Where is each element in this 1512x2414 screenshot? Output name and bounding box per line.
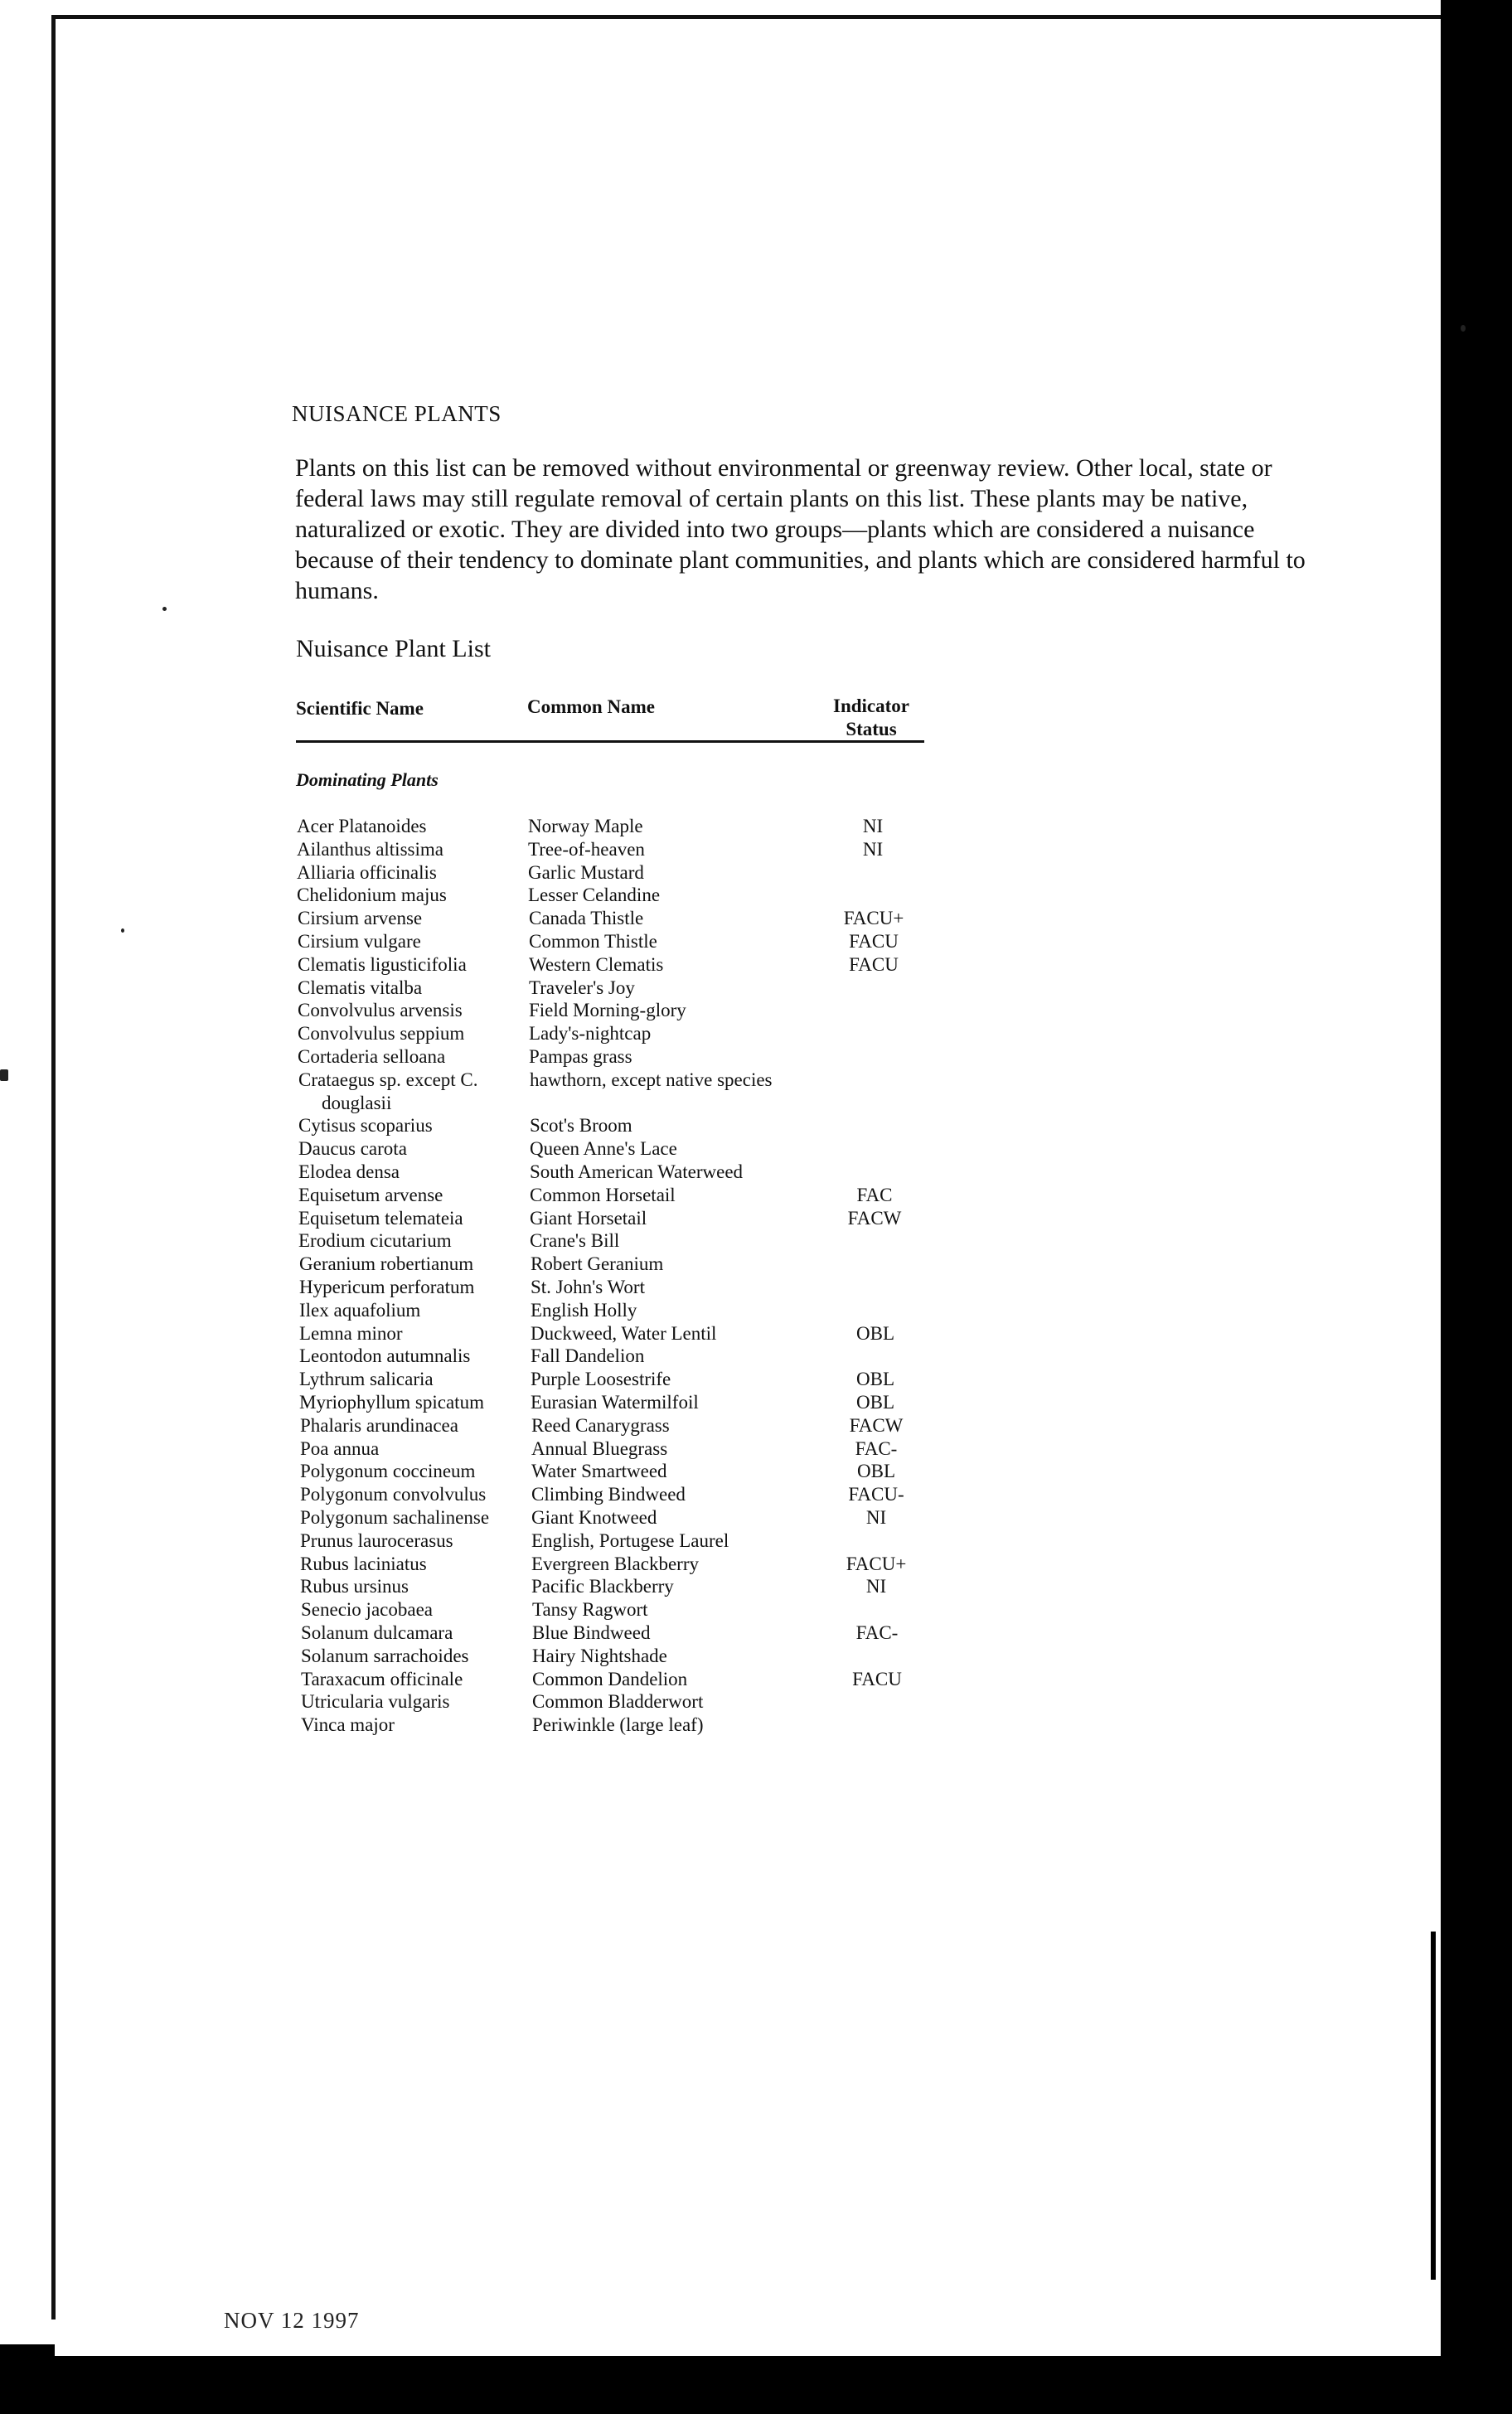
scan-speck	[1461, 325, 1466, 332]
plant-common-name: Traveler's Joy	[529, 977, 635, 998]
plant-scientific-name: Myriophyllum spicatum	[299, 1392, 484, 1413]
plant-common-name: Robert Geranium	[531, 1253, 664, 1274]
plant-indicator-status: FACU+	[846, 1554, 907, 1574]
plant-indicator-status: NI	[865, 1507, 887, 1528]
plant-scientific-name: Clematis vitalba	[298, 977, 423, 998]
plant-common-name: Lesser Celandine	[528, 885, 661, 905]
plant-scientific-name: Geranium robertianum	[299, 1253, 474, 1274]
plant-indicator-status: FACW	[849, 1415, 904, 1436]
plant-scientific-name: Convolvulus seppium	[298, 1023, 465, 1044]
plant-indicator-status: OBL	[857, 1461, 895, 1481]
column-header-scientific: Scientific Name	[296, 698, 424, 719]
plant-indicator-status: FACU	[852, 1669, 902, 1689]
plant-scientific-name: Leontodon autumnalis	[299, 1345, 471, 1366]
plant-scientific-name: Rubus laciniatus	[300, 1554, 427, 1574]
scan-speck	[162, 607, 167, 611]
plant-common-name: Duckweed, Water Lentil	[531, 1323, 717, 1344]
plant-common-name: Blue Bindweed	[532, 1622, 651, 1643]
plant-indicator-status: FACU	[849, 954, 899, 975]
group-title: Dominating Plants	[296, 769, 439, 790]
plant-common-name: English, Portugese Laurel	[531, 1530, 729, 1551]
plant-common-name: Eurasian Watermilfoil	[531, 1392, 699, 1413]
plant-scientific-name: Poa annua	[300, 1438, 380, 1459]
plant-common-name: Purple Loosestrife	[531, 1369, 671, 1389]
plant-scientific-name: Cortaderia selloana	[298, 1046, 446, 1067]
plant-scientific-name: Utricularia vulgaris	[301, 1691, 450, 1712]
plant-common-name: Climbing Bindweed	[531, 1484, 686, 1505]
scan-edge-right	[1441, 0, 1512, 2414]
plant-common-name: Annual Bluegrass	[531, 1438, 668, 1459]
plant-scientific-name: Acer Platanoides	[297, 816, 427, 836]
plant-common-name: Tansy Ragwort	[532, 1599, 648, 1620]
plant-common-name: Common Thistle	[529, 931, 657, 952]
plant-scientific-name: Rubus ursinus	[300, 1576, 409, 1597]
plant-indicator-status: FACW	[847, 1208, 902, 1229]
plant-common-name: St. John's Wort	[531, 1277, 645, 1297]
plant-scientific-name: Alliaria officinalis	[297, 862, 437, 883]
plant-indicator-status: NI	[865, 1576, 887, 1597]
plant-scientific-name: Elodea densa	[298, 1161, 400, 1182]
date-stamp: NOV 12 1997	[224, 2308, 360, 2333]
plant-common-name: Water Smartweed	[531, 1461, 667, 1481]
plant-common-name: Fall Dandelion	[531, 1345, 645, 1366]
plant-indicator-status: FAC-	[855, 1438, 898, 1459]
plant-common-name: South American Waterweed	[530, 1161, 744, 1182]
plant-scientific-name: Cytisus scoparius	[298, 1115, 433, 1136]
plant-common-name: Field Morning-glory	[529, 1000, 686, 1020]
plant-common-name: Tree-of-heaven	[528, 839, 645, 860]
plant-common-name: Common Dandelion	[532, 1669, 688, 1689]
plant-common-name: Canada Thistle	[529, 908, 644, 928]
plant-common-name: Garlic Mustard	[528, 862, 644, 883]
plant-scientific-name: Prunus laurocerasus	[300, 1530, 453, 1551]
plant-scientific-name: Ailanthus altissima	[297, 839, 443, 860]
plant-scientific-name: Hypericum perforatum	[299, 1277, 475, 1297]
plant-scientific-name: Crataegus sp. except C.	[298, 1069, 478, 1090]
plant-scientific-name: Polygonum coccineum	[300, 1461, 476, 1481]
column-header-indicator-line2: Status	[846, 719, 897, 739]
plant-indicator-status: NI	[862, 839, 884, 860]
plant-common-name: Hairy Nightshade	[532, 1646, 667, 1666]
plant-scientific-name: Convolvulus arvensis	[298, 1000, 463, 1020]
scan-border-left	[51, 15, 56, 2319]
plant-scientific-name: Ilex aquafolium	[299, 1300, 421, 1321]
plant-scientific-name: Daucus carota	[298, 1138, 407, 1159]
plant-scientific-name: Solanum sarrachoides	[301, 1646, 469, 1666]
plant-common-name: Queen Anne's Lace	[530, 1138, 677, 1159]
intro-paragraph: Plants on this list can be removed without environmental or greenway review. Other local, state or federal laws may still regulate removal of certain plants on this list. These plants may be native, naturalized or exotic. They are divided into two groups—plants which are considered a nuisance because of their tendency to dominate plant communities, and plants which are considered harmful to humans.	[295, 454, 1306, 604]
plant-common-name: Lady's-nightcap	[529, 1023, 652, 1044]
plant-scientific-name: Equisetum telemateia	[298, 1208, 463, 1229]
plant-common-name: English Holly	[531, 1300, 637, 1321]
plant-common-name: Common Horsetail	[530, 1185, 676, 1205]
plant-scientific-name: Solanum dulcamara	[301, 1622, 453, 1643]
plant-common-name: hawthorn, except native species	[530, 1069, 773, 1090]
plant-scientific-name: Phalaris arundinacea	[300, 1415, 458, 1436]
plant-common-name: Periwinkle (large leaf)	[532, 1714, 704, 1735]
header-rule	[296, 740, 924, 743]
plant-indicator-status: FACU	[849, 931, 899, 952]
plant-scientific-name: Lythrum salicaria	[299, 1369, 434, 1389]
scan-mark-right	[1431, 1932, 1436, 2280]
plant-scientific-name: Clematis ligusticifolia	[298, 954, 467, 975]
plant-scientific-name: Vinca major	[301, 1714, 395, 1735]
plant-scientific-name: Lemna minor	[299, 1323, 403, 1344]
plant-scientific-name: Erodium cicutarium	[298, 1230, 452, 1251]
plant-scientific-name: Chelidonium majus	[297, 885, 447, 905]
plant-common-name: Evergreen Blackberry	[531, 1554, 700, 1574]
column-header-indicator-line1: Indicator	[833, 696, 909, 716]
plant-scientific-name: Polygonum sachalinense	[300, 1507, 490, 1528]
scan-edge-bottom-gap	[55, 2344, 1441, 2356]
plant-scientific-name: Senecio jacobaea	[301, 1599, 433, 1620]
plant-common-name: Common Bladderwort	[532, 1691, 704, 1712]
plant-indicator-status: NI	[862, 816, 884, 836]
plant-common-name: Western Clematis	[529, 954, 664, 975]
column-header-indicator	[824, 695, 918, 741]
plant-common-name: Pampas grass	[529, 1046, 632, 1067]
page-heading: NUISANCE PLANTS	[292, 401, 502, 426]
plant-indicator-status: OBL	[856, 1323, 894, 1344]
scan-speck	[0, 1069, 8, 1081]
plant-common-name: Reed Canarygrass	[531, 1415, 670, 1436]
plant-common-name: Crane's Bill	[530, 1230, 620, 1251]
plant-scientific-name: Taraxacum officinale	[301, 1669, 463, 1689]
plant-indicator-status: FAC	[856, 1185, 893, 1205]
plant-scientific-name: Cirsium vulgare	[298, 931, 421, 952]
scan-speck	[121, 928, 124, 933]
plant-indicator-status: FACU+	[843, 908, 904, 928]
plant-indicator-status: OBL	[856, 1392, 894, 1413]
plant-indicator-status: OBL	[856, 1369, 894, 1389]
scan-border-top	[51, 15, 1441, 19]
plant-common-name: Norway Maple	[528, 816, 643, 836]
plant-indicator-status: FAC-	[855, 1622, 899, 1643]
plant-common-name: Giant Horsetail	[530, 1208, 647, 1229]
plant-common-name: Giant Knotweed	[531, 1507, 657, 1528]
column-header-common: Common Name	[527, 696, 655, 717]
plant-indicator-status: FACU-	[848, 1484, 904, 1505]
plant-scientific-name-continued: douglasii	[322, 1093, 392, 1113]
plant-common-name: Scot's Broom	[530, 1115, 632, 1136]
plant-scientific-name: Polygonum convolvulus	[300, 1484, 487, 1505]
plant-common-name: Pacific Blackberry	[531, 1576, 674, 1597]
plant-scientific-name: Cirsium arvense	[298, 908, 423, 928]
plant-scientific-name: Equisetum arvense	[298, 1185, 443, 1205]
list-title: Nuisance Plant List	[296, 635, 491, 662]
